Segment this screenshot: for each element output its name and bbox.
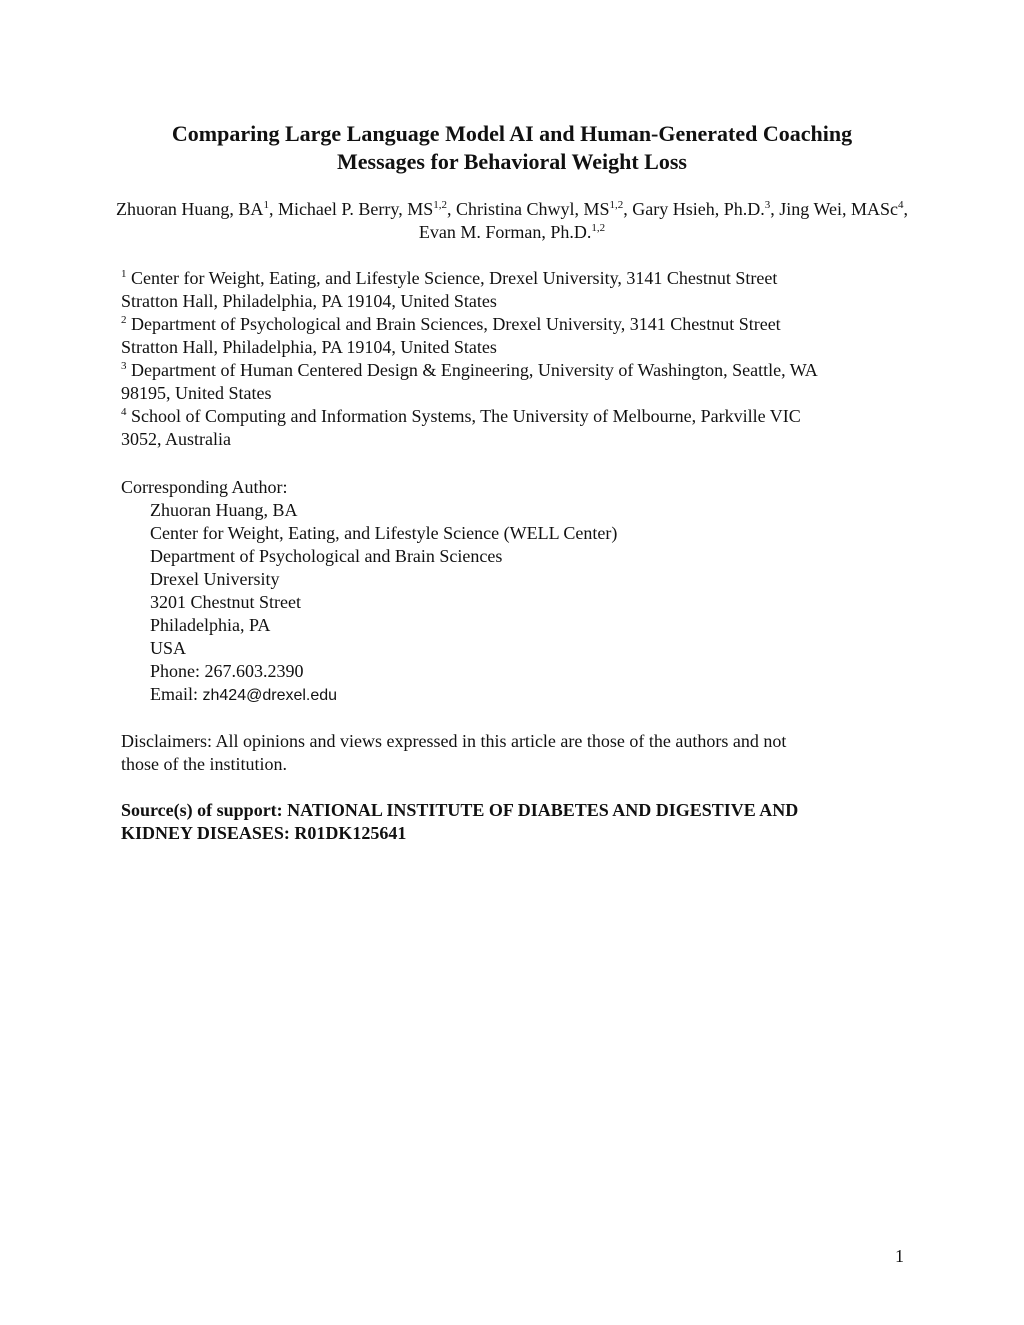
corresponding-name: Zhuoran Huang, BA xyxy=(150,500,298,520)
affiliation-line: Department of Psychological and Brain Sciences, Drexel University, 3141 Chestnut Street xyxy=(131,314,781,334)
author-separator: , xyxy=(770,199,780,219)
affiliation-line: Center for Weight, Eating, and Lifestyle Science, Drexel University, 3141 Chestnut Street xyxy=(131,268,778,288)
author-list xyxy=(100,198,924,244)
corresponding-street: 3201 Chestnut Street xyxy=(150,592,301,612)
affiliation-line: Stratton Hall, Philadelphia, PA 19104, United States xyxy=(121,337,497,357)
disclaimers-line: Disclaimers: All opinions and views expressed in this article are those of the authors and not xyxy=(121,731,787,751)
corresponding-email-line xyxy=(121,683,921,707)
corresponding-phone: Phone: 267.603.2390 xyxy=(150,661,304,681)
email-label: Email: xyxy=(150,684,198,704)
disclaimers xyxy=(121,730,921,776)
title-line-2: Messages for Behavioral Weight Loss xyxy=(337,149,687,174)
funding-support xyxy=(121,799,921,845)
affiliation-line: 98195, United States xyxy=(121,383,272,403)
title-line-1: Comparing Large Language Model AI and Human-Generated Coaching xyxy=(171,121,853,146)
author-separator: , xyxy=(268,199,278,219)
author-name: Michael P. Berry, MS xyxy=(277,199,434,219)
affiliation-item xyxy=(121,405,921,451)
email-address[interactable]: zh424@drexel.edu xyxy=(202,687,338,704)
author-affil-sup: 1,2 xyxy=(433,199,448,211)
affiliation-number: 2 xyxy=(121,314,127,326)
affiliation-line: School of Computing and Information Systems, The University of Melbourne, Parkville VIC xyxy=(131,406,801,426)
corresponding-heading: Corresponding Author: xyxy=(121,477,288,497)
corresponding-university: Drexel University xyxy=(150,569,280,589)
author-affil-sup: 4 xyxy=(898,199,904,211)
author-name: Christina Chwyl, MS xyxy=(456,199,610,219)
disclaimers-line: those of the institution. xyxy=(121,754,287,774)
paper-title xyxy=(100,120,924,176)
affiliation-item xyxy=(121,313,921,359)
affiliation-item xyxy=(121,267,921,313)
corresponding-department: Department of Psychological and Brain Sciences xyxy=(150,546,503,566)
corresponding-center: Center for Weight, Eating, and Lifestyle Science (WELL Center) xyxy=(150,523,618,543)
author-affil-sup: 1 xyxy=(263,199,269,211)
affiliation-item xyxy=(121,359,921,405)
corresponding-country: USA xyxy=(150,638,187,658)
corresponding-city: Philadelphia, PA xyxy=(150,615,271,635)
support-line: Source(s) of support: NATIONAL INSTITUTE OF DIABETES AND DIGESTIVE AND xyxy=(121,800,799,820)
affiliation-number: 3 xyxy=(121,360,127,372)
affiliation-number: 1 xyxy=(121,268,127,280)
affiliation-line: Stratton Hall, Philadelphia, PA 19104, United States xyxy=(121,291,497,311)
author-affil-sup: 3 xyxy=(764,199,771,211)
author-name: Evan M. Forman, Ph.D. xyxy=(418,222,592,242)
author-name: Gary Hsieh, Ph.D. xyxy=(632,199,765,219)
author-separator: , xyxy=(447,199,457,219)
author-name: Zhuoran Huang, BA xyxy=(115,199,264,219)
affiliation-number: 4 xyxy=(121,406,127,418)
corresponding-author xyxy=(121,476,921,707)
affiliation-line: Department of Human Centered Design & Engineering, University of Washington, Seattle, WA xyxy=(131,360,818,380)
page-number: 1 xyxy=(895,1246,904,1266)
author-affil-sup: 1,2 xyxy=(609,199,624,211)
affiliations xyxy=(121,267,921,451)
author-separator: , xyxy=(623,199,633,219)
support-line: KIDNEY DISEASES: R01DK125641 xyxy=(121,823,407,843)
author-separator: , xyxy=(903,199,909,219)
author-name: Jing Wei, MASc xyxy=(779,199,899,219)
author-affil-sup: 1,2 xyxy=(591,222,606,234)
affiliation-line: 3052, Australia xyxy=(121,429,231,449)
